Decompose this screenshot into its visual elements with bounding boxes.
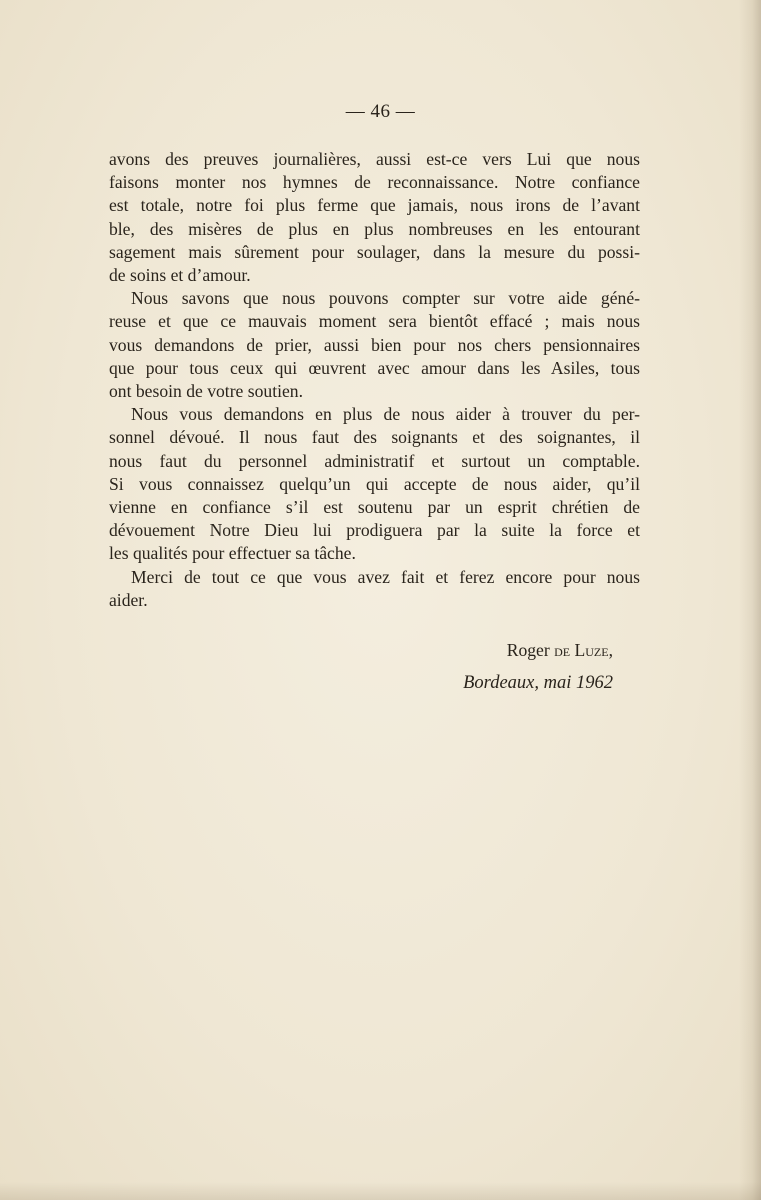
page-edge-shadow (739, 0, 761, 1200)
text-line: nous faut du personnel administratif et surtout un comptable. (109, 450, 640, 471)
page-number: — 46 — (345, 101, 416, 122)
text-line: de soins et d’amour. (109, 265, 251, 286)
text-line: reuse et que ce mauvais moment sera bientôt effacé ; mais nous (109, 311, 640, 332)
letter-body (109, 148, 640, 612)
text-line: vienne en confiance s’il est soutenu par un esprit chrétien de (109, 497, 640, 518)
signature-name (0, 640, 613, 661)
text-line: que pour tous ceux qui œuvrent avec amour dans les Asiles, tous (109, 357, 640, 378)
signature-surname: de Luze, (554, 640, 613, 660)
text-line: ont besoin de votre soutien. (109, 381, 303, 402)
text-line: sonnel dévoué. Il nous faut des soignants et des soignantes, il (109, 427, 640, 448)
text-line: Merci de tout ce que vous avez fait et ferez encore pour nous (131, 566, 640, 587)
text-line: faisons monter nos hymnes de reconnaissance. Notre confiance (109, 172, 640, 193)
text-line: dévouement Notre Dieu lui prodiguera par la suite la force et (109, 520, 640, 541)
text-line: sagement mais sûrement pour soulager, dans la mesure du possi- (109, 241, 640, 262)
text-line: les qualités pour effectuer sa tâche. (109, 543, 356, 564)
text-line: avons des preuves journalières, aussi est-ce vers Lui que nous (109, 149, 640, 169)
text-line: Nous vous demandons en plus de nous aider à trouver du per- (131, 404, 640, 425)
text-line: est totale, notre foi plus ferme que jamais, nous irons de l’avant (109, 195, 640, 216)
text-line: aider. (109, 589, 148, 610)
text-line: Nous savons que nous pouvons compter sur votre aide géné- (131, 288, 640, 309)
signature-place-date: Bordeaux, mai 1962 (463, 673, 613, 693)
page-bottom-shadow (0, 1182, 761, 1200)
text-line: vous demandons de prier, aussi bien pour nos chers pensionnaires (109, 334, 640, 355)
text-line: Si vous connaissez quelqu’un qui accepte de nous aider, qu’il (109, 473, 640, 494)
text-line: ble, des misères de plus en plus nombreuses en les entourant (109, 218, 640, 239)
signature-first-name: Roger (506, 640, 550, 660)
